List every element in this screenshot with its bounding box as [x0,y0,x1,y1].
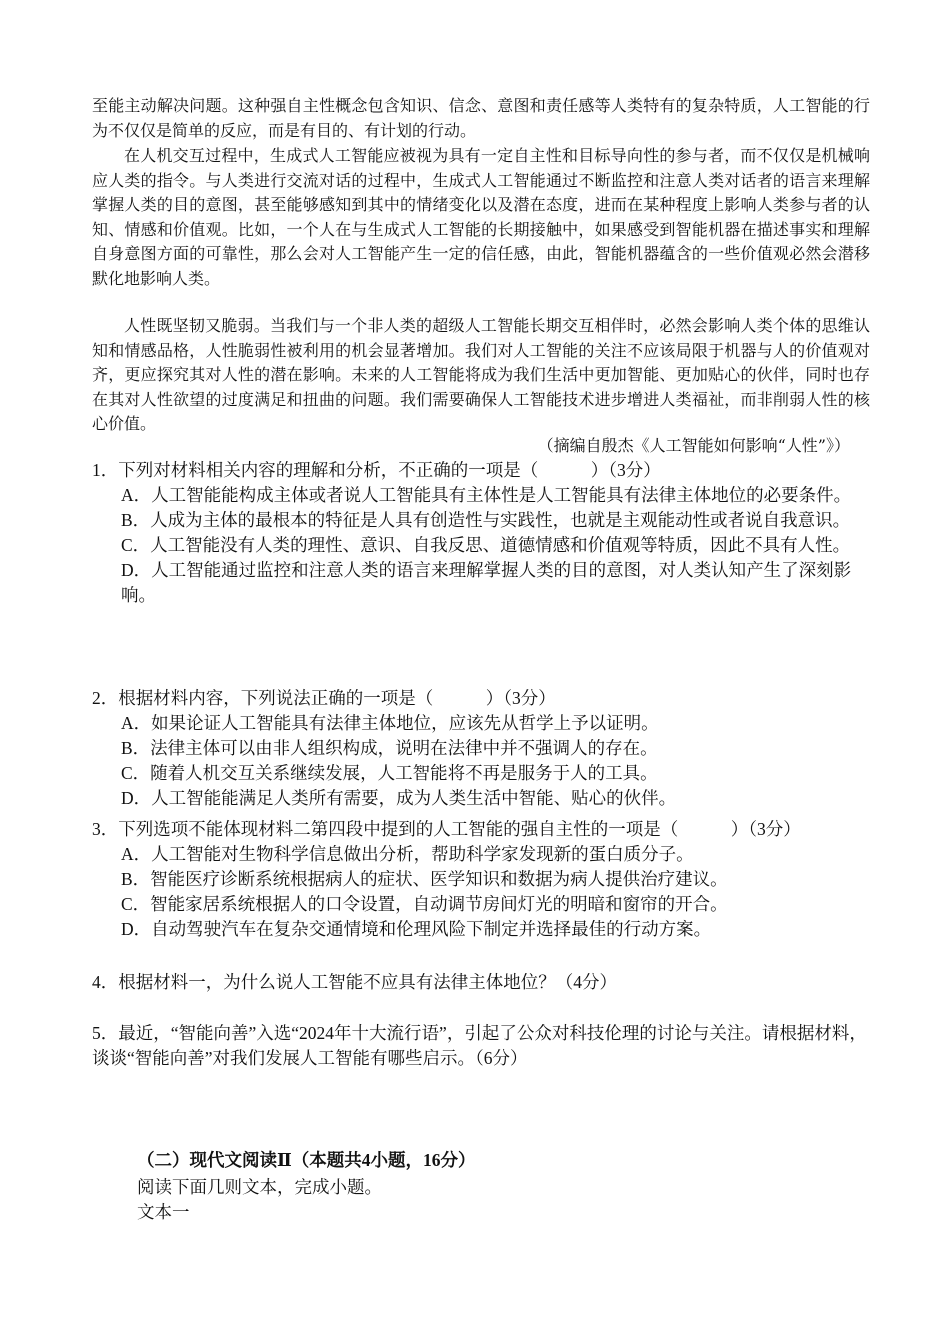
question-stem: 4．根据材料一，为什么说人工智能不应具有法律主体地位？（4分） [92,972,617,992]
option-c: C．智能家居系统根据人的口令设置，自动调节房间灯光的明暗和窗帘的开合。 [121,894,728,914]
question-5 [92,1021,874,1071]
option-d: D．人工智能能满足人类所有需要，成为人类生活中智能、贴心的伙伴。 [121,788,677,808]
option-a: A．如果论证人工智能具有法律主体地位，应该先从哲学上予以证明。 [121,713,659,733]
passage-paragraph-2 [92,144,870,291]
paragraph-text: 人性既坚韧又脆弱。当我们与一个非人类的超级人工智能长期交互相伴时，必然会影响人类个体的思维认知和情感品格，人性脆弱性被利用的机会显著增加。我们对人工智能的关注不应该局限于机器与人的价值观对齐，更应探究其对人性的潜在影响。未来的人工智能将成为我们生活中更加智能、更加贴心的伙伴，同时也存在其对人性欲望的过度满足和扭曲的问题。我们需要确保人工智能技术进步增进人类福祉，而非削弱人性的核心价值。 [92,316,870,433]
question-stem: 5．最近，“智能向善”入选“2024年十大流行语”，引起了公众对科技伦理的讨论与关注。请根据材料，谈谈“智能向善”对我们发展人工智能有哪些启示。（6分） [92,1023,867,1068]
section-title: （二）现代文阅读Ⅱ（本题共4小题，16分） [137,1150,476,1170]
question-stem: 2．根据材料内容，下列说法正确的一项是（ ）（3分） [92,688,556,708]
question-1 [92,458,874,608]
option-d: D．自动驾驶汽车在复杂交通情境和伦理风险下制定并选择最佳的行动方案。 [121,919,712,939]
option-a: A．人工智能能构成主体或者说人工智能具有主体性是人工智能具有法律主体地位的必要条件。 [121,485,852,505]
option-b: B．法律主体可以由非人组织构成，说明在法律中并不强调人的存在。 [121,738,658,758]
option-d: D．人工智能通过监控和注意人类的语言来理解掌握人类的目的意图，对人类认知产生了深刻影响。 [121,560,852,605]
option-a: A．人工智能对生物科学信息做出分析，帮助科学家发现新的蛋白质分子。 [121,844,694,864]
question-stem: 1．下列对材料相关内容的理解和分析，不正确的一项是（ ）（3分） [92,460,661,480]
option-c: C．随着人机交互关系继续发展，人工智能将不再是服务于人的工具。 [121,763,658,783]
paragraph-text: 至能主动解决问题。这种强自主性概念包含知识、信念、意图和责任感等人类特有的复杂特质，人工智能的行为不仅仅是简单的反应，而是有目的、有计划的行动。 [92,96,870,140]
question-stem: 3．下列选项不能体现材料二第四段中提到的人工智能的强自主性的一项是（ ）（3分） [92,819,801,839]
passage-paragraph-3 [92,314,870,437]
option-c: C．人工智能没有人类的理性、意识、自我反思、道德情感和价值观等特质，因此不具有人性。 [121,535,851,555]
question-2 [92,686,874,811]
question-4 [92,970,874,995]
passage-paragraph-1 [92,94,870,143]
question-3 [92,817,874,942]
paragraph-text: 在人机交互过程中，生成式人工智能应被视为具有一定自主性和目标导向性的参与者，而不仅仅是机械响应人类的指令。与人类进行交流对话的过程中，生成式人工智能通过不断监控和注意人类对话者的语言来理解掌握人类的目的意图，甚至能够感知到其中的情绪变化以及潜在态度，进而在某种程度上影响人类参与者的认知、情感和价值观。比如，一个人在与生成式人工智能的长期接触中，如果感受到智能机器在描述事实和理解自身意图方面的可靠性，那么会对人工智能产生一定的信任感，由此，智能机器蕴含的一些价值观必然会潜移默化地影响人类。 [92,146,870,288]
passage-source: （摘编自殷杰《人工智能如何影响“人性”》） [537,436,850,455]
option-b: B．智能医疗诊断系统根据病人的症状、医学知识和数据为病人提供治疗建议。 [121,869,728,889]
text-label: 文本一 [137,1202,190,1222]
section-instruction: 阅读下面几则文本，完成小题。 [137,1177,382,1197]
option-b: B．人成为主体的最根本的特征是人具有创造性与实践性，也就是主观能动性或者说自我意识。 [121,510,851,530]
